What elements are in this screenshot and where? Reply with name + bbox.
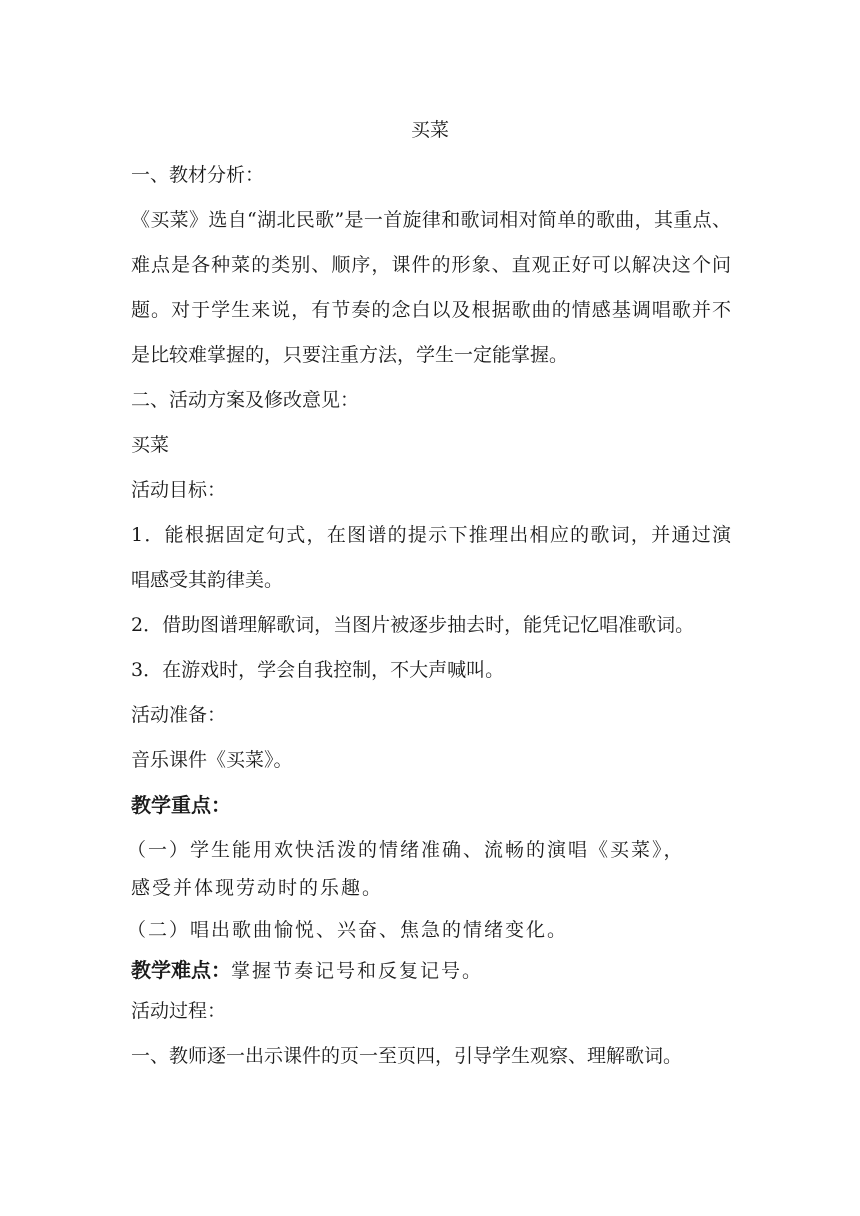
- prep-text: 音乐课件《买菜》。: [131, 749, 293, 771]
- key-point-line-1: （一）学生能用欢快活泼的情绪准确、流畅的演唱《买菜》，: [127, 839, 685, 861]
- goal-line-1: 1．能根据固定句式，在图谱的提示下推理出相应的歌词，并通过演: [131, 524, 731, 546]
- key-points-heading: 教学重点：: [131, 793, 231, 817]
- analysis-line-4: 是比较难掌握的，只要注重方法，学生一定能掌握。: [131, 344, 569, 366]
- goal-line-2: 唱感受其韵律美。: [131, 569, 284, 591]
- activity-name: 买菜: [131, 434, 170, 456]
- process-line-1: 一、教师逐一出示课件的页一至页四，引导学生观察、理解歌词。: [131, 1045, 683, 1067]
- difficulty-text: 掌握节奏记号和反复记号。: [231, 960, 484, 982]
- process-heading: 活动过程：: [131, 1000, 227, 1022]
- difficulty-heading: 教学难点：: [131, 958, 231, 982]
- document-title: 买菜: [410, 119, 449, 141]
- goal-line-3: 2．借助图谱理解歌词，当图片被逐步抽去时，能凭记忆唱准歌词。: [131, 614, 695, 636]
- analysis-line-2: 难点是各种菜的类别、顺序，课件的形象、直观正好可以解决这个问: [131, 254, 731, 276]
- prep-heading: 活动准备：: [131, 704, 227, 726]
- section-heading-analysis: 一、教材分析：: [131, 164, 265, 186]
- section-heading-activity: 二、活动方案及修改意见：: [131, 389, 360, 411]
- difficulty-row: [131, 958, 731, 983]
- analysis-line-3: 题。对于学生来说，有节奏的念白以及根据歌曲的情感基调唱歌并不: [131, 299, 731, 321]
- analysis-line-1: 《买菜》选自“湖北民歌”是一首旋律和歌词相对简单的歌曲，其重点、: [131, 209, 731, 231]
- goals-heading: 活动目标：: [131, 479, 227, 501]
- goal-line-4: 3．在游戏时，学会自我控制，不大声喊叫。: [131, 659, 505, 681]
- key-point-line-3: （二）唱出歌曲愉悦、兴奋、焦急的情绪变化。: [127, 919, 569, 941]
- key-point-line-2: 感受并体现劳动时的乐趣。: [131, 877, 384, 899]
